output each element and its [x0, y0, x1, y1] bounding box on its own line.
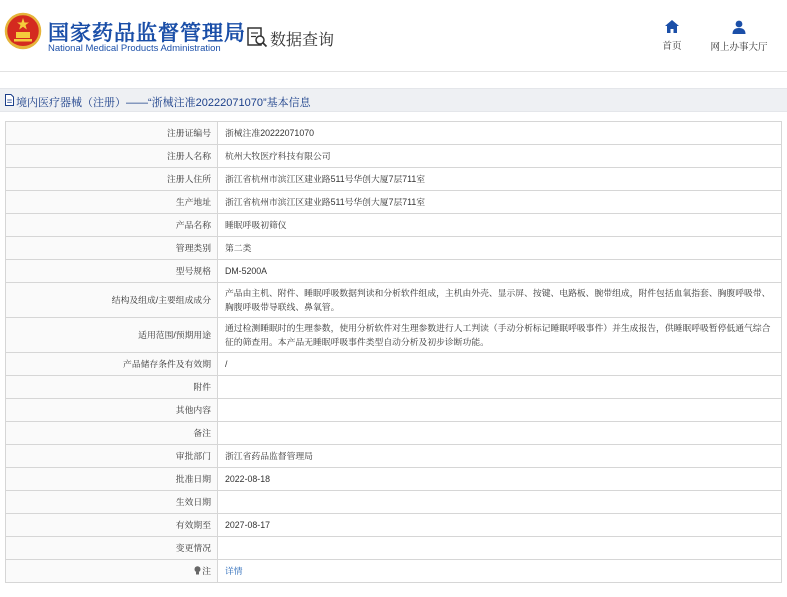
- table-row: [6, 145, 782, 168]
- row-label: 注册人住所: [6, 168, 218, 191]
- nav-home[interactable]: [658, 20, 686, 52]
- row-label: 注册证编号: [6, 122, 218, 145]
- table-row: [6, 445, 782, 468]
- agency-name-cn[interactable]: 国家药品监督管理局: [48, 22, 246, 45]
- page-title: 境内医疗器械（注册）——“浙械注准20222071070”基本信息: [16, 97, 311, 109]
- table-row: [6, 537, 782, 560]
- document-icon: [5, 94, 14, 106]
- row-value: 浙械注准20222071070: [218, 122, 782, 145]
- table-row: [6, 168, 782, 191]
- row-value: DM-5200A: [218, 260, 782, 283]
- row-value: [218, 422, 782, 445]
- nav-online-office[interactable]: [708, 20, 770, 53]
- nav-home-label: 首页: [662, 41, 682, 52]
- site-header: [0, 0, 787, 70]
- user-icon: [732, 20, 746, 34]
- row-label: 产品名称: [6, 214, 218, 237]
- table-row: [6, 122, 782, 145]
- row-label: 产品储存条件及有效期: [6, 353, 218, 376]
- row-label: 变更情况: [6, 537, 218, 560]
- row-label: 型号规格: [6, 260, 218, 283]
- row-label: 有效期至: [6, 514, 218, 537]
- row-value: /: [218, 353, 782, 376]
- agency-name-en[interactable]: National Medical Products Administration: [48, 43, 221, 54]
- row-value: 产品由主机、附件、睡眠呼吸数据判读和分析软件组成，主机由外壳、显示屏、按键、电路板、腕带组成，附件包括血氧指套、胸腹呼吸带、胸腹呼吸带导联线、鼻氧管。: [218, 283, 782, 318]
- row-value: 浙江省杭州市滨江区建业路511号华创大厦7层711室: [218, 191, 782, 214]
- data-query-title: 数据查询: [270, 32, 335, 49]
- row-label: 其他内容: [6, 399, 218, 422]
- table-row: [6, 376, 782, 399]
- row-label: 生效日期: [6, 491, 218, 514]
- row-value: 浙江省杭州市滨江区建业路511号华创大厦7层711室: [218, 168, 782, 191]
- row-value: [218, 376, 782, 399]
- row-value: 浙江省药品监督管理局: [218, 445, 782, 468]
- row-value: 通过检测睡眠时的生理参数，使用分析软件对生理参数进行人工判读（手动分析标记睡眠呼吸事件）并生成报告，供睡眠呼吸暂停低通气综合征的筛查用。本产品无睡眠呼吸事件类型自动分析及初步诊断功能。: [218, 318, 782, 353]
- row-value: [218, 537, 782, 560]
- header-divider: [0, 71, 787, 72]
- table-row: [6, 260, 782, 283]
- table-row: [6, 422, 782, 445]
- row-value: 2022-08-18: [218, 468, 782, 491]
- device-info-table: [5, 121, 782, 583]
- row-label: 注册人名称: [6, 145, 218, 168]
- row-value: 2027-08-17: [218, 514, 782, 537]
- note-label: 注: [202, 566, 211, 576]
- row-label: 结构及组成/主要组成成分: [6, 283, 218, 318]
- lightbulb-icon: [194, 566, 201, 575]
- row-value: 第二类: [218, 237, 782, 260]
- row-value: 睡眠呼吸初筛仪: [218, 214, 782, 237]
- table-row-note: [6, 560, 782, 583]
- table-row: [6, 399, 782, 422]
- nav-online-office-label: 网上办事大厅: [710, 42, 768, 53]
- table-row: [6, 468, 782, 491]
- table-row: [6, 283, 782, 318]
- national-emblem-icon[interactable]: [4, 12, 42, 52]
- table-row: [6, 491, 782, 514]
- table-row: [6, 353, 782, 376]
- table-row: [6, 237, 782, 260]
- row-label: 附件: [6, 376, 218, 399]
- row-label: 适用范围/预期用途: [6, 318, 218, 353]
- table-row: [6, 214, 782, 237]
- row-label: [6, 560, 218, 583]
- details-link[interactable]: 详情: [225, 566, 243, 576]
- row-label: 管理类别: [6, 237, 218, 260]
- data-query-icon: [246, 26, 268, 48]
- row-value: [218, 491, 782, 514]
- row-value: [218, 560, 782, 583]
- row-value: 杭州大牧医疗科技有限公司: [218, 145, 782, 168]
- home-icon: [665, 20, 679, 33]
- row-value: [218, 399, 782, 422]
- row-label: 生产地址: [6, 191, 218, 214]
- row-label: 审批部门: [6, 445, 218, 468]
- row-label: 备注: [6, 422, 218, 445]
- table-row: [6, 514, 782, 537]
- table-row: [6, 318, 782, 353]
- table-row: [6, 191, 782, 214]
- page-title-bar: [0, 88, 787, 112]
- row-label: 批准日期: [6, 468, 218, 491]
